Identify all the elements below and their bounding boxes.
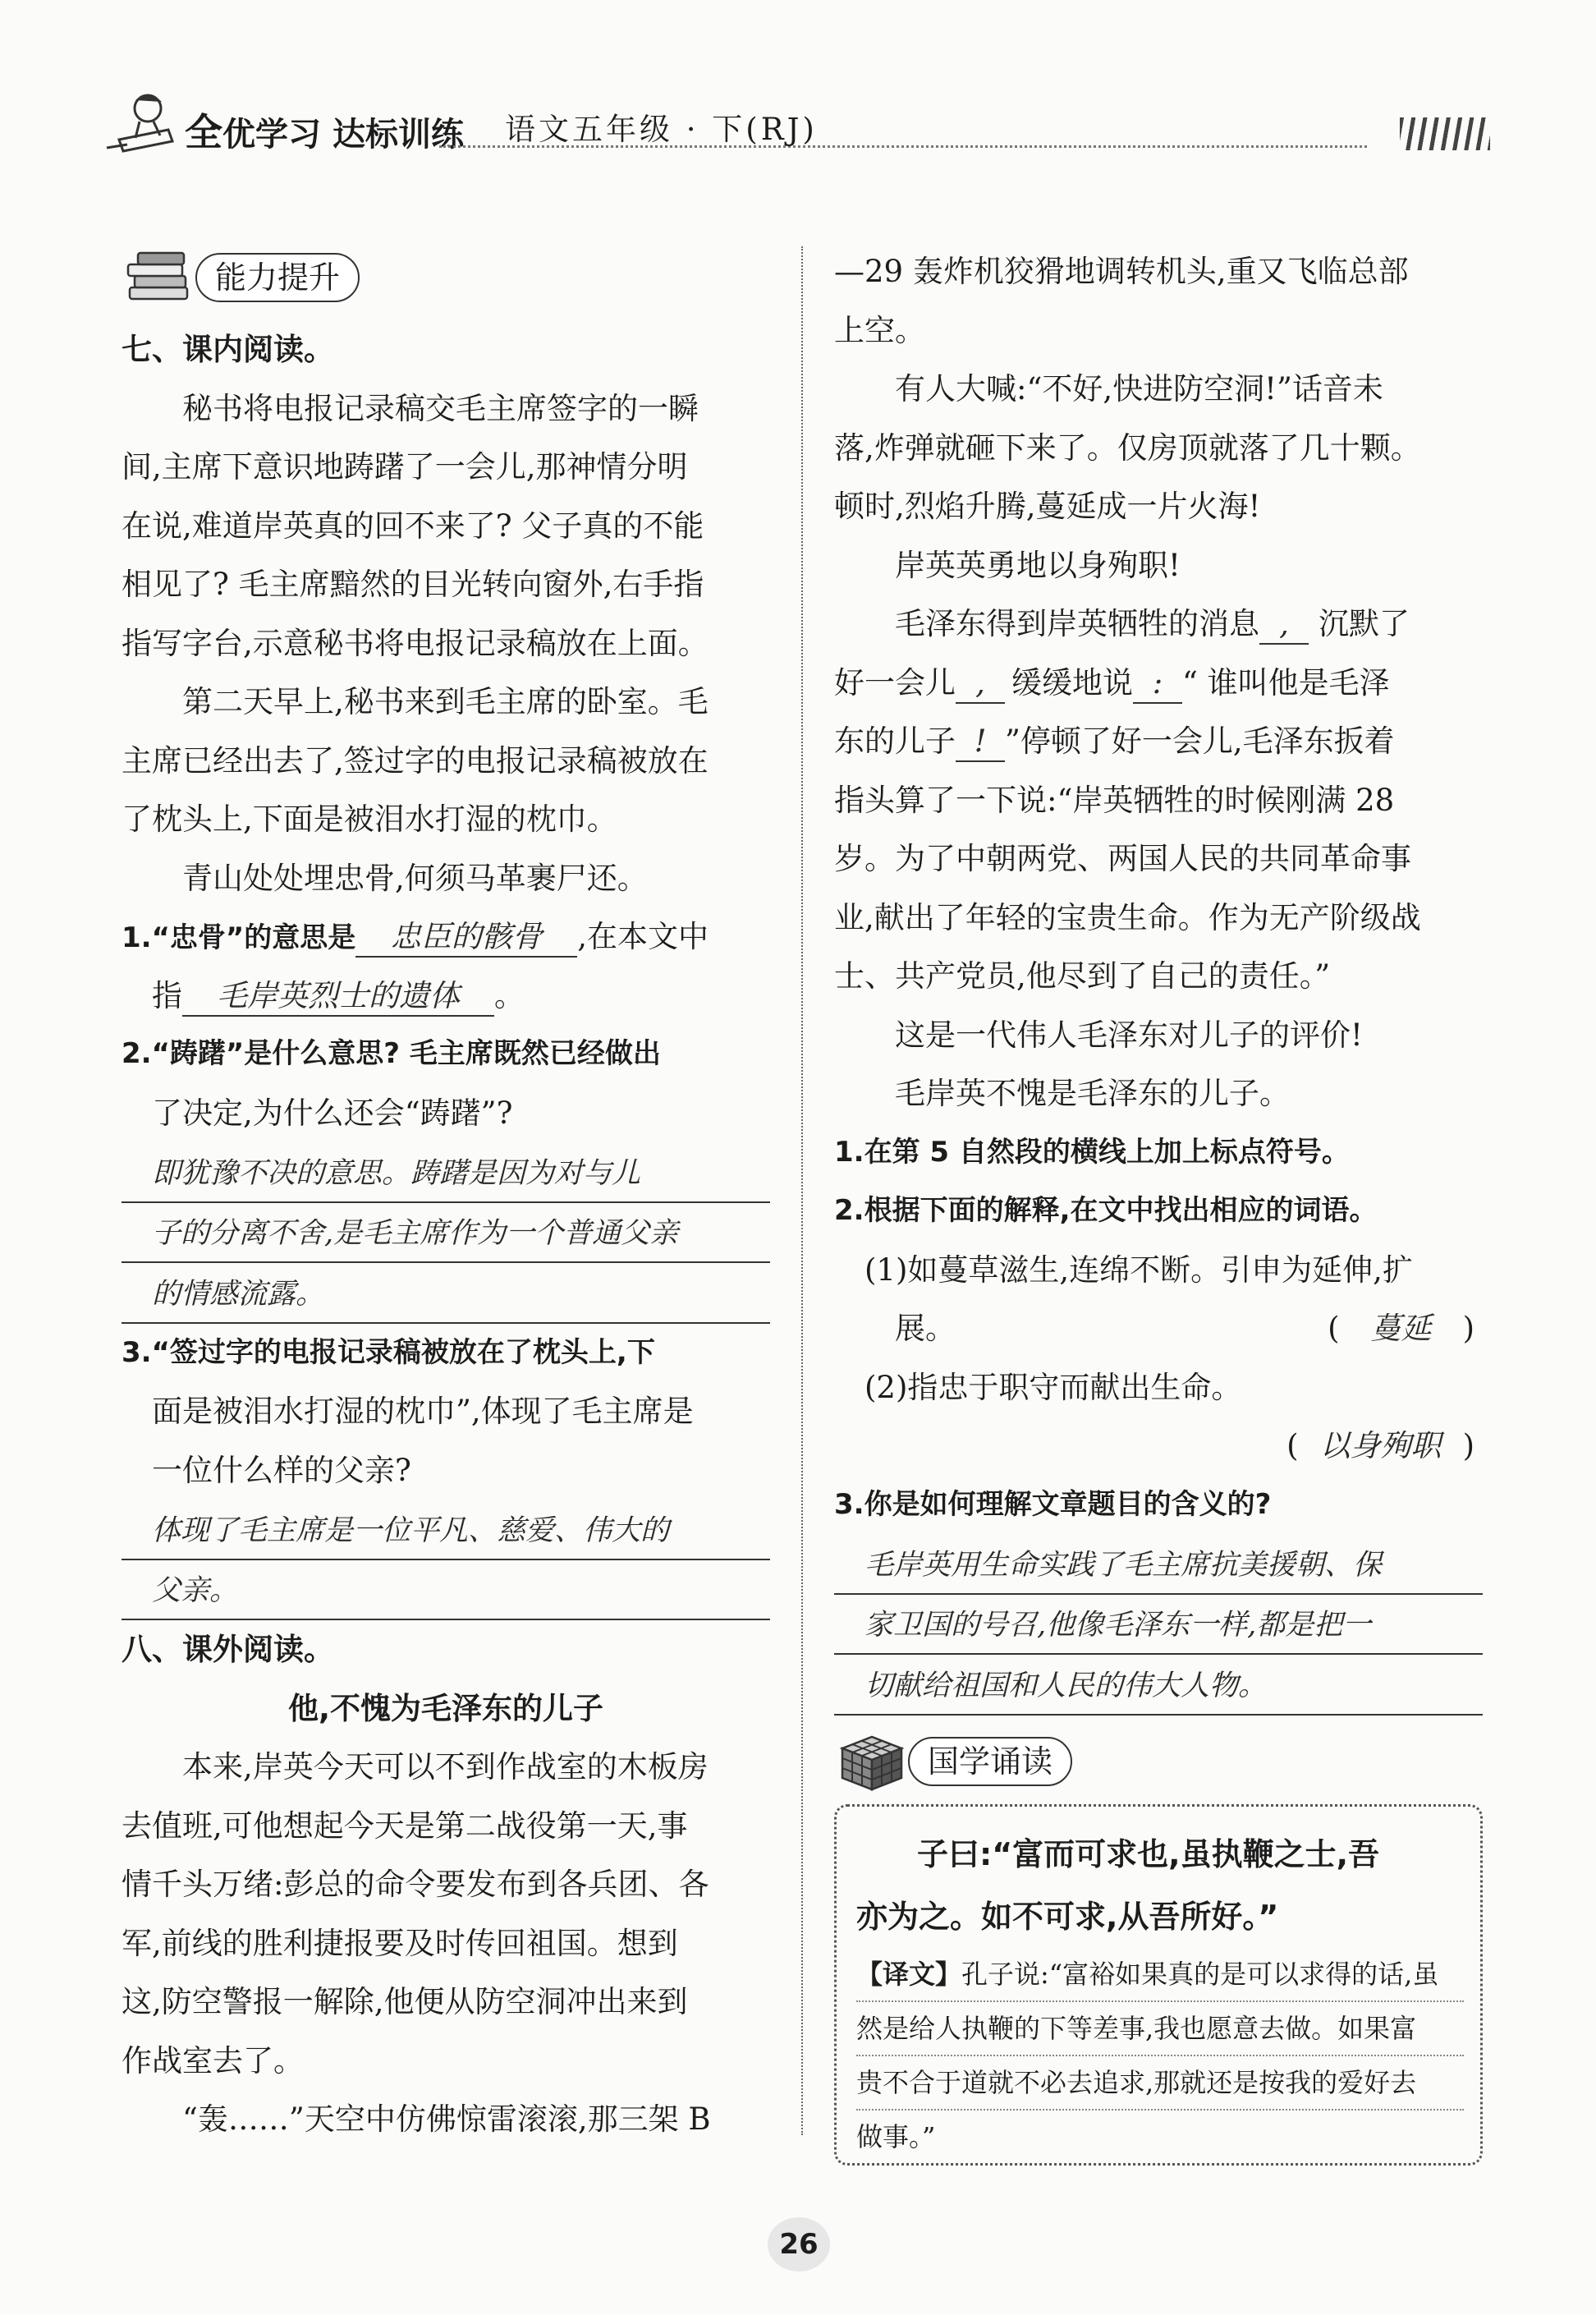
rubiks-cube-icon (834, 1730, 910, 1792)
text-line: 相见了? 毛主席黯然的目光转向窗外,右手指 (122, 567, 704, 602)
story-title: 他,不愧为毛泽东的儿子 (287, 1690, 604, 1726)
text-line: 岸英英勇地以身殉职! (895, 547, 1181, 583)
text-line: 情千头万绪:彭总的命令要发布到各兵团、各 (122, 1867, 709, 1902)
answer-line: 毛岸英用生命实践了毛主席抗美援朝、保 (834, 1541, 1483, 1595)
question-2: 2.根据下面的解释,在文中找出相应的词语。 (834, 1194, 1378, 1227)
classics-box (834, 1804, 1483, 2166)
answer-line: 子的分离不舍,是毛主席作为一个普通父亲 (122, 1209, 770, 1263)
punctuation-blank: , (1259, 605, 1309, 645)
subject-label: 语文五年级 · 下(RJ) (505, 112, 818, 147)
text-line: 去值班,可他想起今天是第二战役第一天,事 (122, 1807, 688, 1844)
question-2-cont: 了决定,为什么还会“踌躇”? (152, 1095, 513, 1131)
text-line: 在说,难道岸英真的回不来了? 父子真的不能 (122, 508, 704, 544)
text-line: 作战室去了。 (122, 2042, 304, 2078)
answer-blank: 毛岸英烈士的遗体 (182, 977, 494, 1017)
text-line: 了枕头上,下面是被泪水打湿的枕巾。 (122, 802, 617, 837)
text-line: 东的儿子 ! ”停顿了好一会儿,毛泽东扳着 (834, 712, 1483, 771)
text-line: 指写字台,示意秘书将电报记录稿放在上面。 (122, 625, 709, 661)
page-number: 26 (768, 2217, 830, 2271)
punctuation-blank: : (1133, 664, 1182, 704)
text-line: 这,防空警报一解除,他便从防空洞冲出来到 (122, 1984, 688, 2019)
text-line: 间,主席下意识地踌躇了一会儿,那神情分明 (122, 449, 688, 485)
question-2: 2.“踌躇”是什么意思? 毛主席既然已经做出 (122, 1037, 661, 1070)
text-line: 本来,岸英今天可以不到作战室的木板房 (182, 1749, 709, 1784)
answer-line: 体现了毛主席是一位平凡、慈爱、伟大的 (122, 1506, 770, 1560)
text-line: 秘书将电报记录稿交毛主席签字的一瞬 (182, 390, 699, 426)
answer-blank: 忠臣的骸骨 (355, 918, 577, 958)
question-2-part2: (2)指忠于职守而献出生命。 (864, 1369, 1242, 1405)
answer-line: 家卫国的号召,他像毛泽东一样,都是把一 (834, 1601, 1483, 1655)
answer-line: 切献给祖国和人民的伟大人物。 (834, 1661, 1483, 1716)
text-line: 军,前线的胜利捷报要及时传回祖国。想到 (122, 1925, 678, 1961)
page-header (103, 94, 1490, 160)
answer-line: 的情感流露。 (122, 1270, 770, 1324)
punctuation-blank: , (956, 664, 1005, 704)
poem-line: 青山处处埋忠骨,何须马革裹尸还。 (182, 860, 648, 896)
text-line: 毛岸英不愧是毛泽东的儿子。 (895, 1076, 1290, 1111)
translation-line: 贵不合于道就不必去追求,那就还是按我的爱好去 (856, 2056, 1464, 2111)
text-line: —29 轰炸机狡猾地调转机头,重又飞临总部 (834, 254, 1409, 289)
text-line: 指头算了一下说:“岸英牺牲的时候刚满 28 (834, 782, 1395, 818)
text-line: 毛泽东得到岸英牺牲的消息 , 沉默了 (834, 595, 1483, 654)
text-line: 业,献出了年轻的宝贵生命。作为无产阶级战 (834, 899, 1421, 935)
question-2-part1-cont: 展。 ( 蔓延 ) (834, 1299, 1483, 1358)
text-line: 上空。 (834, 312, 925, 348)
right-column (834, 242, 1483, 2166)
text-line: 士、共产党员,他尽到了自己的责任。” (834, 958, 1331, 994)
question-2-part2-answer (834, 1417, 1483, 1476)
text-line: “轰……”天空中仿佛惊雷滚滚,那三架 B (182, 2101, 711, 2137)
left-column (122, 238, 770, 2149)
brand-name: 全优学习 达标训练 (185, 110, 464, 154)
ability-badge-label: 能力提升 (195, 253, 360, 302)
question-2-part1: (1)如蔓草滋生,连绵不断。引申为延伸,扩 (864, 1252, 1413, 1288)
question-1: 1.“忠骨”的意思是 忠臣的骸骨 ,在本文中 (122, 907, 770, 967)
answer-line: 父亲。 (122, 1566, 770, 1620)
classic-quote: 亦为之。如不可求,从吾所好。” (856, 1898, 1279, 1935)
translation-line: 然是给人执鞭的下等差事,我也愿意去做。如果富 (856, 2002, 1464, 2056)
text-line: 岁。为了中朝两党、两国人民的共同革命事 (834, 841, 1411, 876)
question-3: 3.“签过字的电报记录稿被放在了枕头上,下 (122, 1335, 655, 1369)
classics-badge (834, 1722, 1483, 1796)
question-3-cont: 一位什么样的父亲? (152, 1452, 411, 1488)
classic-quote: 子曰:“富而可求也,虽执鞭之士,吾 (917, 1835, 1380, 1872)
text-line: 落,炸弹就砸下来了。仅房顶就落了几十颗。 (834, 429, 1421, 466)
translation-line: 【译文】孔子说:“富裕如果真的是可以求得的话,虽 (856, 1948, 1464, 2002)
ability-badge (122, 238, 770, 312)
section-7-heading: 七、课内阅读。 (122, 332, 334, 367)
section-8-heading: 八、课外阅读。 (122, 1632, 334, 1667)
question-1: 1.在第 5 自然段的横线上加上标点符号。 (834, 1135, 1350, 1169)
punctuation-blank: ! (956, 723, 1005, 762)
question-3-cont: 面是被泪水打湿的枕巾”,体现了毛主席是 (152, 1394, 694, 1429)
translation-line: 做事。” (856, 2120, 936, 2152)
text-line: 主席已经出去了,签过字的电报记录稿被放在 (122, 742, 709, 779)
student-reading-icon (103, 90, 181, 160)
answer-paren: ( 蔓延 ) (1328, 1311, 1474, 1346)
answer-line: 即犹豫不决的意思。踌躇是因为对与儿 (122, 1149, 770, 1203)
text-line: 第二天早上,秘书来到毛主席的卧室。毛 (182, 684, 709, 719)
question-3: 3.你是如何理解文章题目的含义的? (834, 1487, 1272, 1521)
classics-badge-label: 国学诵读 (908, 1737, 1072, 1786)
text-line: 顿时,烈焰升腾,蔓延成一片火海! (834, 489, 1261, 524)
text-line: 有人大喊:“不好,快进防空洞!”话音未 (895, 371, 1383, 407)
books-icon (122, 246, 197, 308)
text-line: 好一会儿 , 缓缓地说 : “ 谁叫他是毛泽 (834, 654, 1483, 713)
column-divider (801, 246, 803, 2135)
question-1-cont: 指 毛岸英烈士的遗体 。 (122, 967, 770, 1026)
text-line: 这是一代伟人毛泽东对儿子的评价! (895, 1017, 1363, 1053)
header-stripes (1400, 117, 1490, 150)
answer-paren: ( 以身殉职 ) (1286, 1428, 1474, 1463)
